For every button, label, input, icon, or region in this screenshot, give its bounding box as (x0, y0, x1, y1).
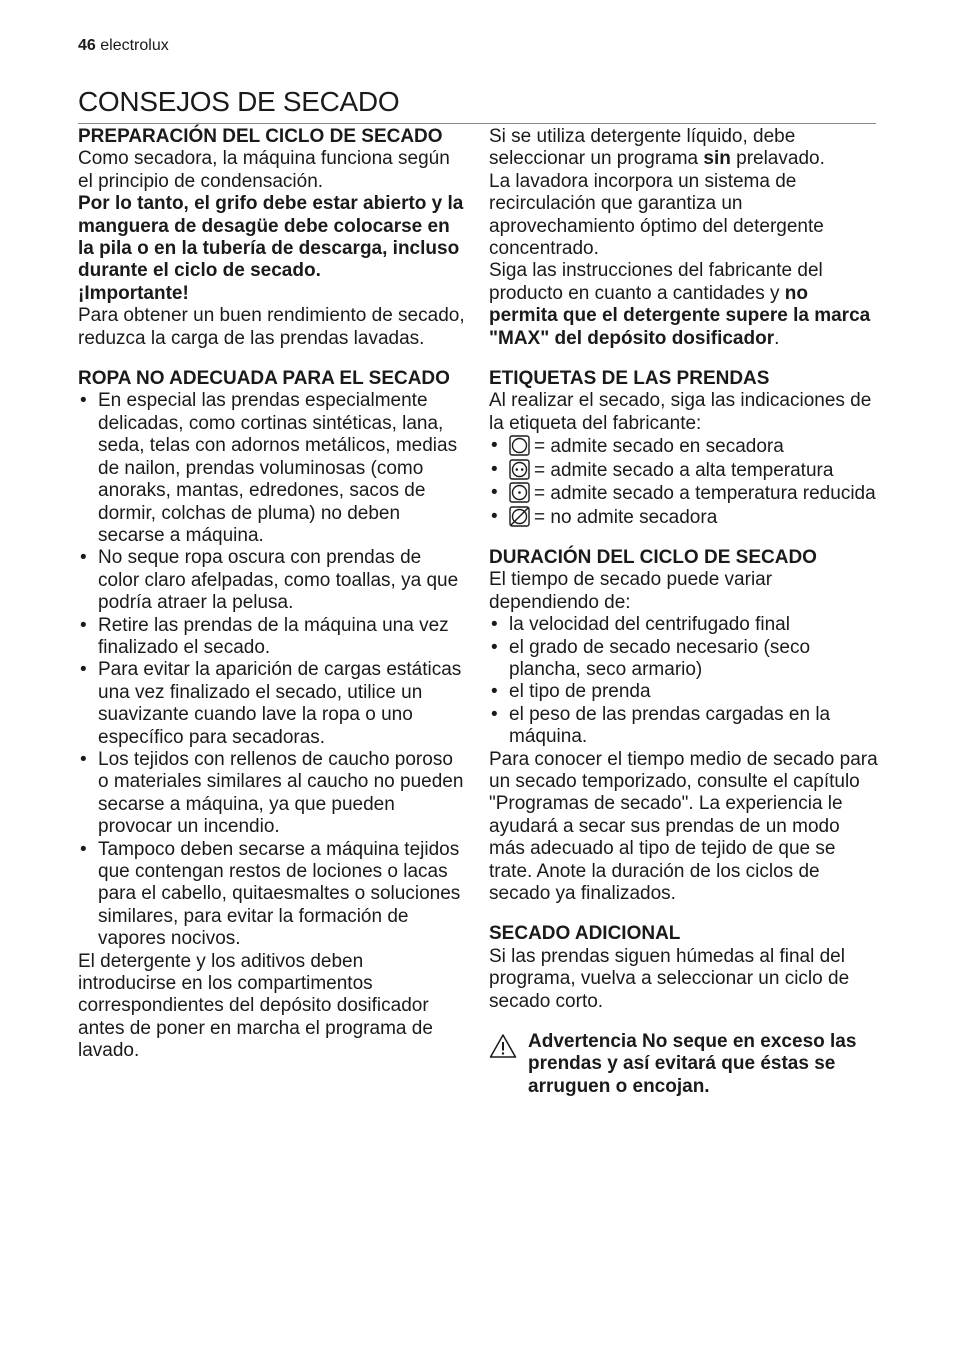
section-heading-additional: SECADO ADICIONAL (489, 923, 681, 945)
list-item: • En especial las prendas especialmente delicadas, como cortinas sintéticas, lana, seda, telas con adornos metálicos, medias de nailon, prendas voluminosas (como anoraks, mantas, edredones, sacos de dormir, colchas de pluma) no deben secarse a máquina. (78, 390, 466, 547)
page-number: 46 (78, 37, 96, 54)
list-item: • el peso de las prendas cargadas en la máquina. (489, 704, 879, 749)
list-item: • el tipo de prenda (489, 681, 879, 703)
tumble-dry-high-icon (509, 459, 530, 480)
right-column (489, 126, 879, 1098)
duration-factors-list (489, 614, 879, 748)
list-item: • = admite secado a alta temperatura (489, 459, 879, 482)
additional-text: Si las prendas siguen húmedas al final del programa, vuelva a seleccionar un ciclo de secado corto. (489, 945, 850, 1012)
list-item: • Tampoco deben secarse a máquina tejidos que contengan restos de lociones o lacas para el cabello, quitaesmaltes o soluciones similares, para evitar la formación de vapores nocivos. (78, 839, 466, 951)
duration-intro: El tiempo de secado puede variar dependiendo de: (489, 569, 773, 613)
instructions-text: Siga las instrucciones del fabricante del producto en cuanto a cantidades y no permita que el detergente supere la marca "MAX" del depósito dosificador. (489, 260, 871, 349)
list-item: • = admite secado en secadora (489, 435, 879, 458)
detergent-text: El detergente y los aditivos deben introducirse en los compartimentos correspondientes del depósito dosificador antes de poner en marcha el programa de lavado. (78, 950, 433, 1062)
duration-text: Para conocer el tiempo medio de secado para un secado temporizado, consulte el capítulo "Programas de secado". La experiencia le ayudará a secar sus prendas de un modo más adecuado al tipo de tejido de que se trate. Anote la duración de los ciclos de secado ya finalizados. (489, 748, 878, 904)
warning-icon (489, 1033, 517, 1059)
recirculation-text: La lavadora incorpora un sistema de recirculación que garantiza un aprovechamiento óptimo del detergente concentrado. (489, 170, 824, 260)
preparation-text: Como secadora, la máquina funciona según el principio de condensación. (78, 148, 450, 192)
list-item: • el grado de secado necesario (seco plancha, seco armario) (489, 637, 879, 682)
warning-note (489, 1031, 879, 1098)
page-title: CONSEJOS DE SECADO (78, 86, 400, 117)
important-text: Para obtener un buen rendimiento de secado, reduzca la carga de las prendas lavadas. (78, 305, 465, 349)
preparation-bold-text: Por lo tanto, el grifo debe estar abierto y la manguera de desagüe debe colocarse en la pila o en la tubería de descarga, incluso durante el ciclo de secado. (78, 193, 464, 282)
section-heading-preparation: PREPARACIÓN DEL CICLO DE SECADO (78, 126, 443, 147)
tumble-dry-icon (509, 435, 530, 456)
list-item: • Los tejidos con rellenos de caucho poroso o materiales similares al caucho no pueden secarse a máquina, ya que pueden provocar un incendio. (78, 749, 466, 839)
brand-name: electrolux (100, 37, 169, 54)
care-label-list (489, 435, 879, 529)
list-item: • Retire las prendas de la máquina una vez finalizado el secado. (78, 615, 466, 660)
labels-intro: Al realizar el secado, siga las indicaciones de la etiqueta del fabricante: (489, 390, 872, 434)
section-heading-labels: ETIQUETAS DE LAS PRENDAS (489, 368, 770, 390)
warning-text: Advertencia No seque en exceso las prendas y así evitará que éstas se arruguen o encojan. (528, 1031, 857, 1097)
list-item: • = admite secado a temperatura reducida (489, 482, 879, 505)
list-item: • No seque ropa oscura con prendas de color claro afelpadas, como toallas, ya que podría atraer la pelusa. (78, 547, 466, 614)
important-label: ¡Importante! (78, 282, 189, 304)
list-item: • = no admite secadora (489, 506, 879, 529)
section-heading-unsuitable: ROPA NO ADECUADA PARA EL SECADO (78, 368, 450, 390)
title-rule (78, 123, 876, 124)
list-item: • la velocidad del centrifugado final (489, 614, 879, 636)
unsuitable-list (78, 390, 466, 950)
liquid-detergent-text: Si se utiliza detergente líquido, debe seleccionar un programa sin prelavado. (489, 126, 825, 170)
do-not-tumble-dry-icon (509, 506, 530, 527)
page-header (78, 37, 169, 55)
section-heading-duration: DURACIÓN DEL CICLO DE SECADO (489, 546, 817, 568)
tumble-dry-low-icon (509, 482, 530, 503)
list-item: • Para evitar la aparición de cargas estáticas una vez finalizado el secado, utilice un suavizante cuando lave la ropa o uno específico para secadoras. (78, 659, 466, 749)
left-column (78, 126, 466, 1063)
